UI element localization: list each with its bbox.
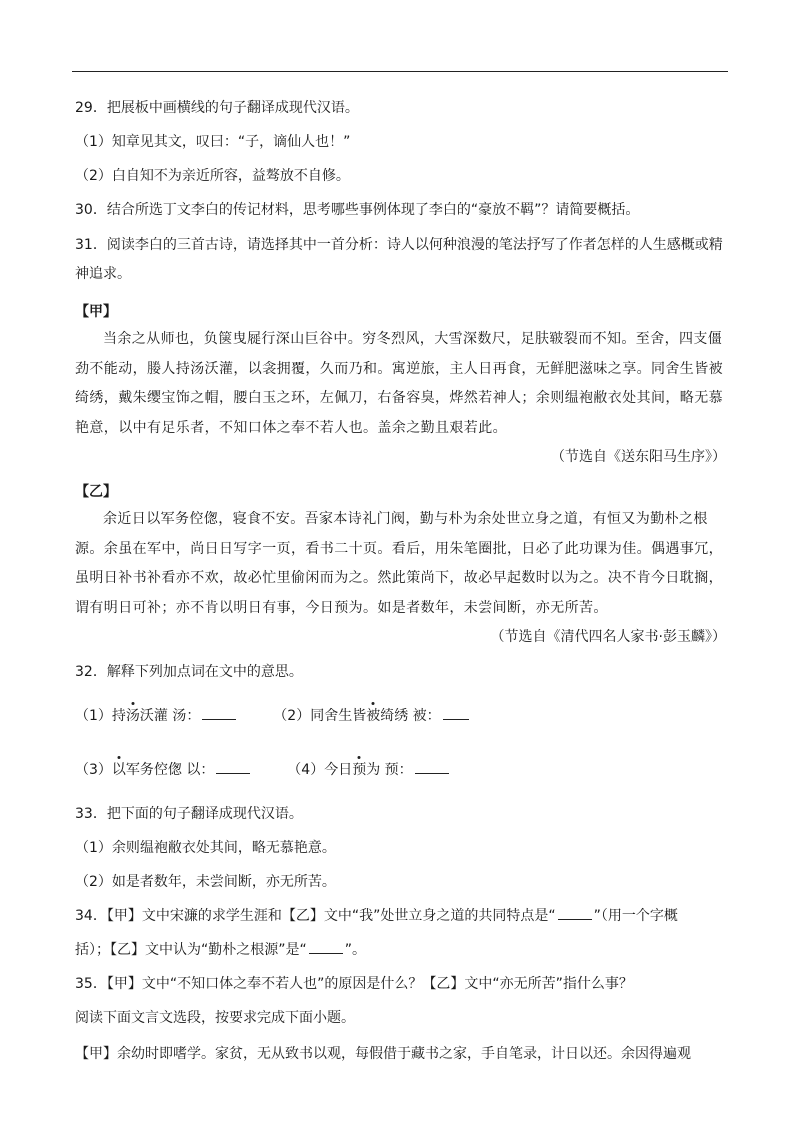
passage-yi-text: 余近日以军务倥偬，寝食不安。吾家本诗礼门阀，勤与朴为余处世立身之道，有恒又为勤朴之根源。余虽在军中，尚日日写字一页，看书二十页。看后，用朱笔圈批，日必了此功课为佳。偶遇事冗，虽明日补书补看亦不欢，故必忙里偷闲而为之。然此策尚下，故必早起数时以为之。决不肯今日耽搁，谓有明日可补；亦不肯以明日有事，今日预为。如是者数年，未尝间断，亦无所苦。 xyxy=(75,511,723,616)
question-34-line-2 xyxy=(75,937,730,963)
q34-line-2-tail: ”。 xyxy=(344,942,367,958)
q32-item-1-dotted-word: 汤 xyxy=(126,703,140,729)
next-passage-jia: 【甲】余幼时即嗜学。家贫，无从致书以观，每假借于藏书之家，手自笔录，计日以还。余因得遍观 xyxy=(75,1046,691,1062)
q32-item-2-dotted-word: 被 xyxy=(366,703,380,729)
question-32-row-2 xyxy=(75,757,730,783)
q34-line-2-text: 括）；【乙】文中认为“勤朴之根源”是“ xyxy=(75,942,307,958)
q34-line-1-text: 34．【甲】文中宋濂的求学生涯和【乙】文中“我”处世立身之道的共同特点是“ xyxy=(75,908,556,924)
question-33-item-2: （2）如是者数年，未尝间断，亦无所苦。 xyxy=(75,874,336,890)
question-32-row-1 xyxy=(75,703,730,729)
q32-answer-blank-4[interactable] xyxy=(415,759,449,774)
question-31: 31．阅读李白的三首古诗，请选择其中一首分析：诗人以何种浪漫的笔法抒写了作者怎样的人生感概或精神追求。 xyxy=(75,237,723,282)
q34-answer-blank-2[interactable] xyxy=(309,939,343,954)
q34-answer-blank-1[interactable] xyxy=(558,905,592,920)
question-33-title: 33．把下面的句子翻译成现代汉语。 xyxy=(75,806,303,822)
question-29-title: 29．把展板中画横线的句子翻译成现代汉语。 xyxy=(75,100,359,116)
passage-jia-text: 当余之从师也，负箧曳屣行深山巨谷中。穷冬烈风，大雪深数尺，足肤皲裂而不知。至舍，四支僵劲不能动，媵人持汤沃灌，以衾拥覆，久而乃和。寓逆旅，主人日再食，无鲜肥滋味之享。同舍生皆被绮绣，戴朱缨宝饰之帽，腰白玉之环，左佩刀，右备容臭，烨然若神人；余则缊袍敝衣处其间，略无慕艳意，以中有足乐者，不知口体之奉不若人也。盖余之勤且艰若此。 xyxy=(75,331,723,436)
q32-item-2-prefix: （2）同舍生皆 xyxy=(273,708,367,724)
q32-item-3-prefix: （3） xyxy=(75,762,112,778)
question-33-item-1: （1）余则缊袍敝衣处其间，略无慕艳意。 xyxy=(75,840,336,856)
q32-item-2-suffix: 绮绣 被： xyxy=(380,708,441,724)
question-29-item-2: （2）白自知不为亲近所容，益骜放不自修。 xyxy=(75,168,350,184)
q32-item-4-suffix: 为 预： xyxy=(366,762,413,778)
section-intro: 阅读下面文言文选段，按要求完成下面小题。 xyxy=(75,1010,355,1026)
q32-answer-blank-1[interactable] xyxy=(202,705,236,720)
passage-jia-source: （节选自《送东阳马生序》） xyxy=(551,449,726,465)
question-34-line-1 xyxy=(75,903,730,929)
passage-yi-source: （节选自《清代四名人家书·彭玉麟》） xyxy=(490,629,726,645)
q32-item-1-prefix: （1）持 xyxy=(75,708,126,724)
header-rule xyxy=(72,71,728,72)
q32-item-4-prefix: （4）今日 xyxy=(287,762,353,778)
q32-item-4-dotted-word: 预 xyxy=(352,757,366,783)
passage-yi-label: 【乙】 xyxy=(75,484,117,500)
page-content xyxy=(75,95,730,1067)
question-29-item-1: （1）知章见其文，叹曰：“子，谪仙人也！” xyxy=(75,134,351,150)
question-32-title: 32．解释下列加点词在文中的意思。 xyxy=(75,664,303,680)
passage-jia-label: 【甲】 xyxy=(75,304,117,320)
question-30: 30．结合所选丁文李白的传记材料，思考哪些事例体现了李白的“豪放不羁”？请简要概括。 xyxy=(75,202,640,218)
q32-item-3-suffix: 军务倥偬 以： xyxy=(125,762,215,778)
q32-item-3-dotted-word: 以 xyxy=(112,757,126,783)
q32-answer-blank-2[interactable] xyxy=(443,705,469,720)
q32-item-1-suffix: 沃灌 汤： xyxy=(139,708,201,724)
question-35: 35．【甲】文中“不知口体之奉不若人也”的原因是什么？【乙】文中“亦无所苦”指什么事？ xyxy=(75,976,633,992)
q32-answer-blank-3[interactable] xyxy=(216,759,250,774)
q34-line-1-tail: ”（用一个字概 xyxy=(593,908,678,924)
